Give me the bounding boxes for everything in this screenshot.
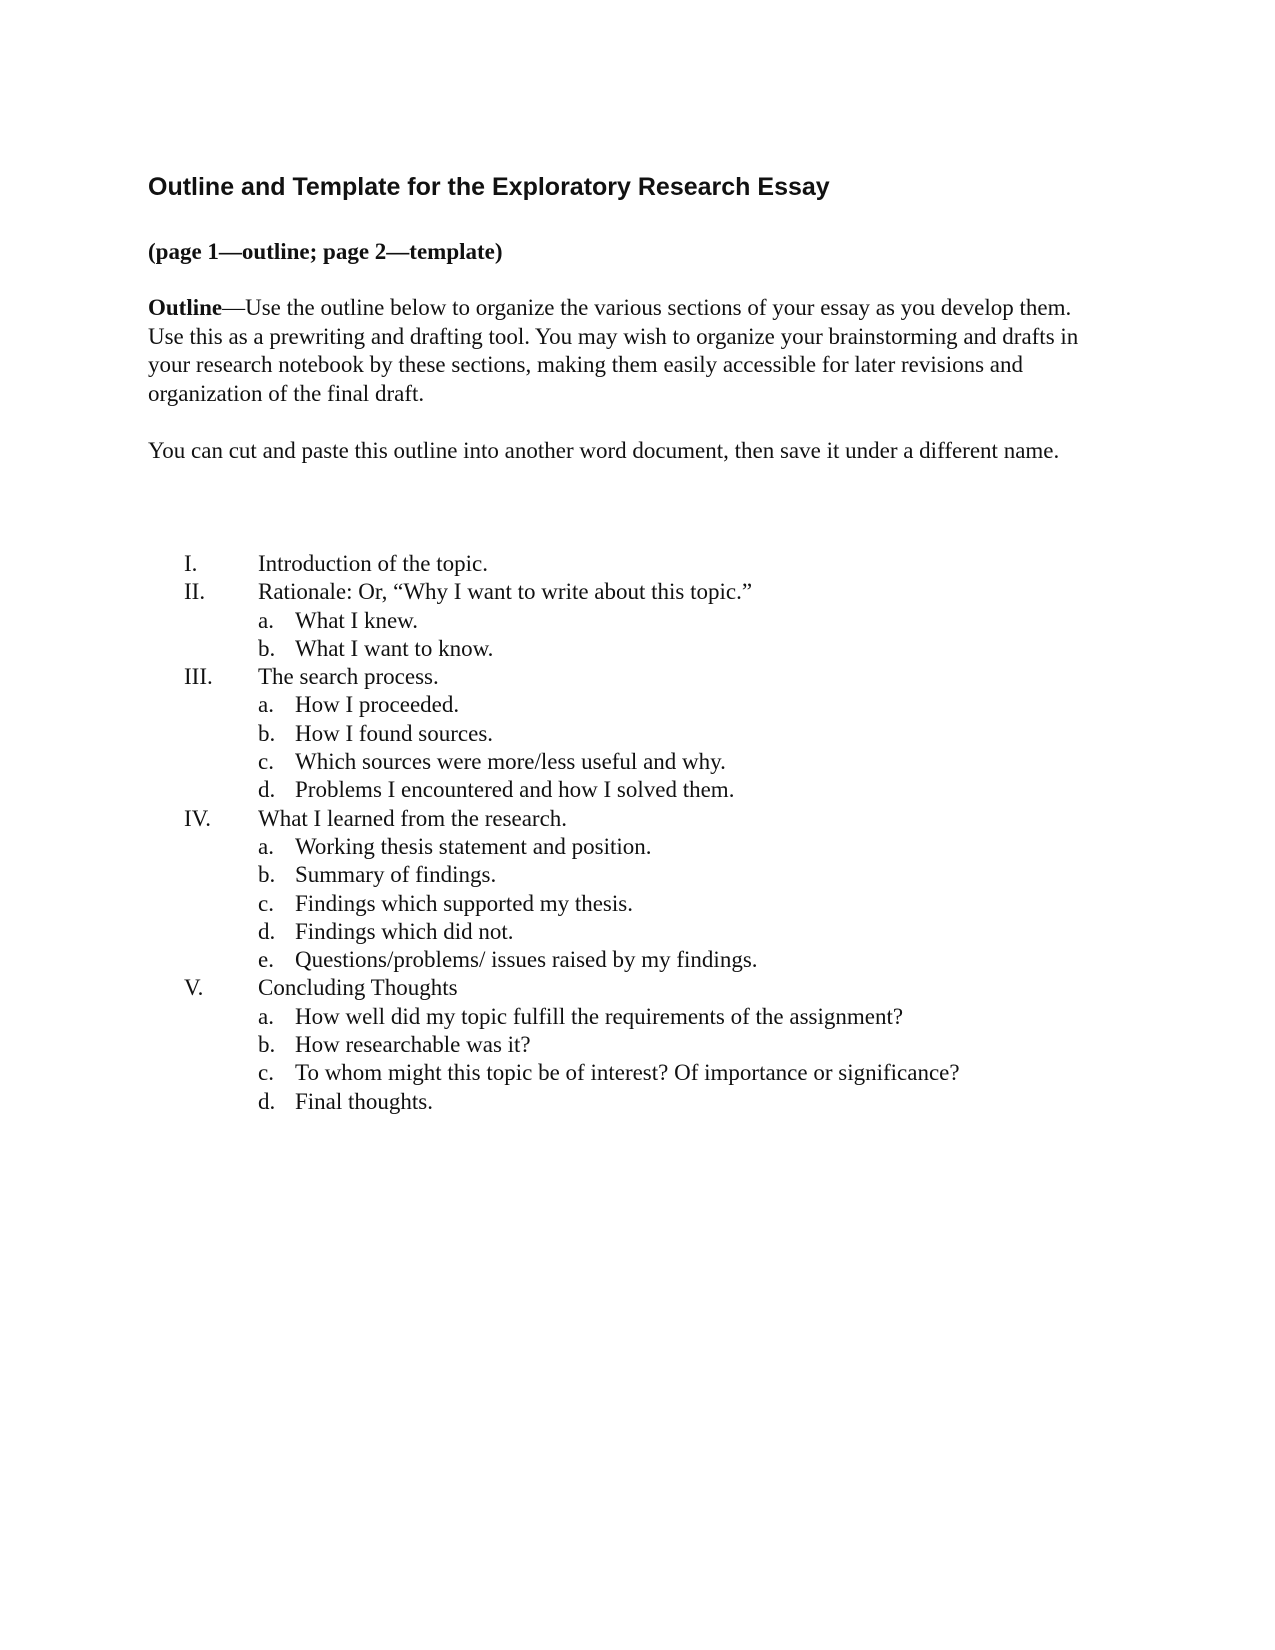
subitem-letter: b. (258, 635, 276, 661)
note-paragraph: You can cut and paste this outline into another word document, then save it under a different name. (148, 438, 1060, 463)
section-number: V. (184, 975, 204, 1001)
subitem-letter: c. (258, 749, 274, 775)
subitem-letter: b. (258, 720, 276, 746)
intro-lead: Outline (148, 295, 223, 320)
outline-list (0, 550, 1275, 1116)
outline-subitem (0, 861, 1275, 889)
subitem-text: Summary of findings. (295, 862, 497, 888)
outline-section (0, 578, 1275, 606)
subitem-text: How researchable was it? (295, 1032, 531, 1058)
section-text: What I learned from the research. (258, 805, 568, 831)
subitem-text: How I found sources. (295, 720, 494, 746)
subitem-letter: a. (258, 1003, 274, 1029)
subitem-text: To whom might this topic be of interest? Of importance or significance? (295, 1060, 960, 1086)
subitem-letter: b. (258, 1032, 276, 1058)
subitem-text: Problems I encountered and how I solved them. (295, 777, 735, 803)
subitem-letter: a. (258, 833, 274, 859)
document-subtitle: (page 1—outline; page 2—template) (148, 239, 503, 264)
outline-subitem (0, 635, 1275, 663)
outline-subitem (0, 946, 1275, 974)
subitem-letter: c. (258, 890, 274, 916)
outline-subitem (0, 691, 1275, 719)
outline-subitem (0, 776, 1275, 804)
section-number: IV. (184, 805, 212, 831)
outline-subitem (0, 720, 1275, 748)
outline-section (0, 550, 1275, 578)
subitem-letter: d. (258, 777, 276, 803)
subitem-text: Working thesis statement and position. (295, 833, 652, 859)
subitem-letter: e. (258, 947, 274, 973)
intro-paragraph (148, 294, 1108, 408)
section-text: Rationale: Or, “Why I want to write about this topic.” (258, 579, 753, 605)
section-text: Introduction of the topic. (258, 551, 488, 576)
subitem-text: How well did my topic fulfill the requirements of the assignment? (295, 1003, 904, 1029)
outline-section (0, 663, 1275, 691)
section-text: The search process. (258, 664, 439, 690)
section-text: Concluding Thoughts (258, 975, 458, 1001)
subitem-text: How I proceeded. (295, 692, 460, 718)
section-number: III. (184, 664, 213, 690)
outline-subitem (0, 1059, 1275, 1087)
subitem-letter: b. (258, 862, 276, 888)
subitem-letter: a. (258, 607, 274, 633)
outline-subitem (0, 1088, 1275, 1116)
outline-subitem (0, 890, 1275, 918)
subitem-text: What I want to know. (295, 635, 494, 661)
intro-text: —Use the outline below to organize the various sections of your essay as you develop them. Use this as a prewriting and drafting tool. You may wish to organize your brainstorming and drafts in your research notebook by these sections, making them easily accessible for later revisions and organization of the final draft. (148, 295, 1079, 406)
outline-subitem (0, 748, 1275, 776)
subitem-text: Findings which did not. (295, 918, 514, 944)
outline-subitem (0, 833, 1275, 861)
section-number: II. (184, 579, 206, 605)
subitem-letter: a. (258, 692, 274, 718)
outline-section (0, 974, 1275, 1002)
subitem-text: Questions/problems/ issues raised by my findings. (295, 947, 758, 973)
document-title: Outline and Template for the Exploratory Research Essay (148, 173, 830, 201)
subitem-letter: d. (258, 918, 276, 944)
subitem-letter: d. (258, 1088, 276, 1114)
outline-section (0, 805, 1275, 833)
subitem-text: Findings which supported my thesis. (295, 890, 633, 916)
subitem-text: Final thoughts. (295, 1088, 434, 1114)
subitem-text: Which sources were more/less useful and why. (295, 749, 726, 775)
outline-subitem (0, 1031, 1275, 1059)
subitem-text: What I knew. (295, 607, 419, 633)
section-number: I. (184, 551, 198, 576)
subitem-letter: c. (258, 1060, 274, 1086)
outline-subitem (0, 918, 1275, 946)
outline-subitem (0, 1003, 1275, 1031)
outline-subitem (0, 607, 1275, 635)
